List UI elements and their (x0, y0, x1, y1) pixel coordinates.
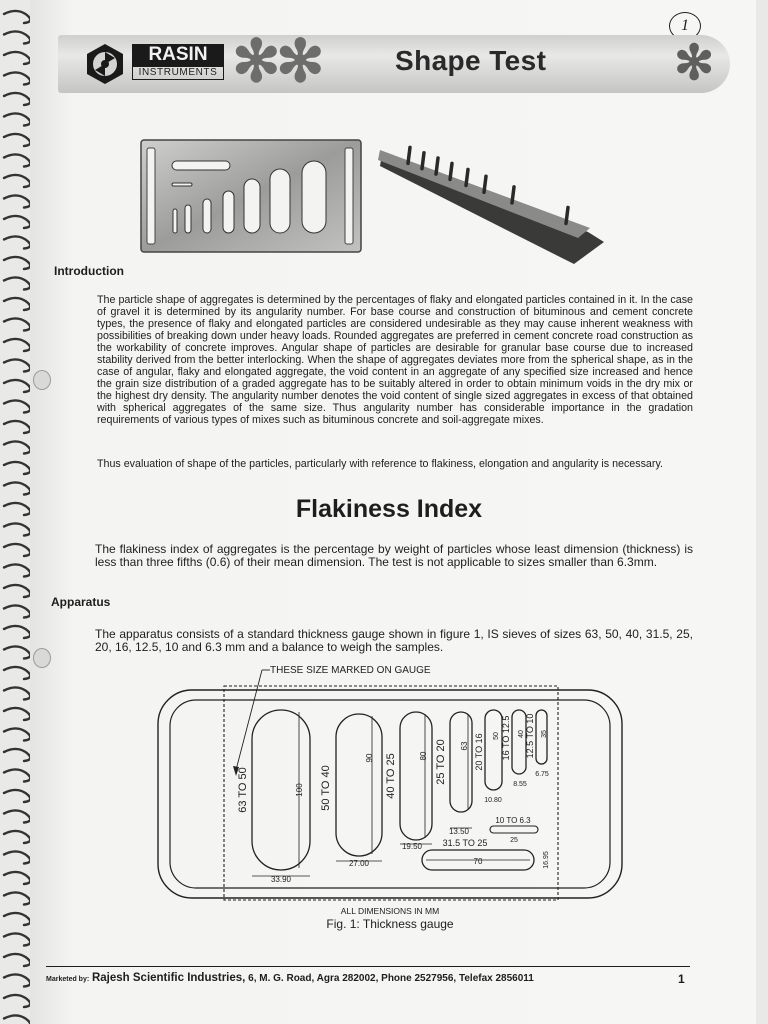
introduction-conclusion: Thus evaluation of shape of the particles, particularly with reference to flakiness, elongation and angularity is necessary. (97, 458, 663, 470)
size-label: 50 TO 40 (320, 765, 332, 811)
page-title: Shape Test (395, 45, 547, 76)
apparatus-paragraph: The apparatus consists of a standard thickness gauge shown in figure 1, IS sieves of sizes 63, 50, 40, 31.5, 25, 20, 16, 12.5, 10 and 6.3 mm and a balance to weigh the samples. (95, 627, 693, 654)
slot-length: 50 (493, 732, 500, 740)
size-label: 40 TO 25 (385, 753, 397, 799)
size-label: 16 TO 12.5 (501, 715, 511, 761)
length-gauge-photo (378, 136, 608, 266)
footer-divider (46, 966, 690, 967)
thickness-gauge-diagram (150, 660, 630, 920)
size-label: 63 TO 50 (237, 767, 249, 813)
size-label: 10 TO 6.3 (495, 816, 531, 825)
footer-address: 6, M. G. Road, Agra 282002, (248, 973, 379, 984)
size-label: 12.5 TO 10 (525, 713, 535, 759)
slot-length: 70 (473, 857, 483, 866)
punch-hole (33, 370, 51, 390)
rasin-logo-icon (84, 42, 126, 86)
apparatus-heading: Apparatus (51, 595, 111, 609)
thickness-gauge-photo (140, 139, 362, 253)
slot-length: 63 (460, 741, 469, 751)
footer (46, 972, 546, 984)
slot-length: 80 (419, 751, 428, 761)
slot-width: 6.75 (535, 771, 549, 778)
figure-note: ALL DIMENSIONS IN MM (340, 906, 440, 916)
header-banner (58, 29, 730, 94)
slot-width: 27.00 (348, 859, 370, 868)
size-label: 31.5 TO 25 (442, 838, 488, 848)
asterisk-decoration-icon: ✻ (674, 37, 715, 90)
gauge-callout: THESE SIZE MARKED ON GAUGE (270, 665, 431, 676)
introduction-heading: Introduction (54, 264, 124, 278)
brand-subtitle: INSTRUMENTS (132, 66, 224, 80)
introduction-paragraph: The particle shape of aggregates is determined by the percentages of flaky and elongated particles contained in it. In the case of gravel it is determined by its angularity number. For base course and construction of bituminous and cement concrete types, the presence of flaky and elongated particles are considered undesirable as they may cause inherent weakness with possibilities of breaking down under heavy loads. Rounded aggregates are preferred in cement concrete road construction as the workability of concrete improves. Angular shape of particles are desirable for granular base course due to increased stability derived from the better interlocking. When the shape of aggregates deviates more from the spherical shape, as in the case of angular, flaky and elongated aggregate, the void content in an aggregate of any specified size increased and hence the grain size distribution of a graded aggregate has to be suitably altered in order to obtain minimum voids in the dry mix or the highest dry density. The angularity number denotes the void content of single sized aggregates in excess of that obtained with spherical aggregates of the same size. Thus angularity number has considerable importance in the gradation requirements of various types of mixes such as bituminous concrete and soil-aggregate mixes. (97, 294, 693, 426)
brand-name: RASIN (132, 44, 224, 66)
flakiness-index-heading: Flakiness Index (295, 495, 483, 523)
footer-company: Rajesh Scientific Industries, (91, 972, 246, 984)
asterisk-decoration-icon: ✻ (276, 29, 325, 94)
footer-telefax: Telefax 2856011 (458, 973, 534, 984)
handwritten-page-mark: 1 (669, 12, 701, 40)
flakiness-paragraph: The flakiness index of aggregates is the percentage by weight of particles whose least dimension (thickness) is less than three fifths (0.6) of their mean dimension. The test is not applicable to sizes smaller than 6.3mm. (95, 542, 693, 569)
figure-caption: Fig. 1: Thickness gauge (326, 917, 454, 931)
slot-width: 19.50 (401, 842, 423, 851)
slot-length: 100 (295, 783, 304, 797)
slot-width: 8.55 (513, 781, 527, 788)
footer-phone: Phone 2527956, (381, 973, 457, 984)
size-label: 25 TO 20 (435, 739, 447, 785)
slot-length: 35 (541, 730, 548, 738)
slot-width: 10.80 (484, 797, 502, 804)
slot-length: 90 (365, 753, 374, 763)
slot-length: 25 (510, 837, 518, 844)
page-number: 1 (678, 972, 685, 986)
footer-marketed-by: Marketed by: (46, 976, 90, 983)
slot-length: 40 (518, 730, 525, 738)
asterisk-decoration-icon: ✻ (232, 29, 281, 94)
size-label: 20 TO 16 (474, 733, 484, 771)
slot-width: 13.50 (448, 827, 470, 836)
punch-hole (33, 648, 51, 668)
slot-width: 16.95 (543, 851, 550, 869)
slot-width: 33.90 (270, 875, 292, 884)
